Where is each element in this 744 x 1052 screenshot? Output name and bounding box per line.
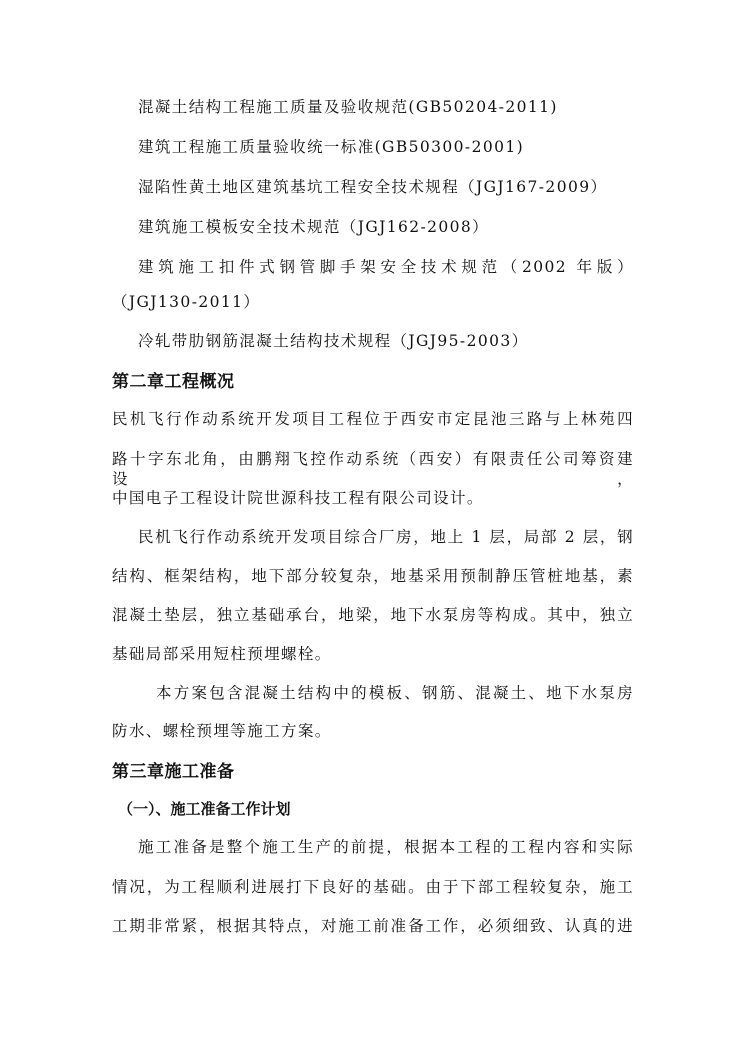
paragraph-line: 基础局部采用短柱预埋螺栓。	[112, 645, 332, 663]
paragraph-line: 本方案包含混凝土结构中的模板、钢筋、混凝土、地下水泵房	[156, 684, 634, 702]
paragraph-line: 结构、框架结构，地下部分较复杂，地基采用预制静压管桩地基，素	[112, 567, 634, 585]
paragraph-line: 施工准备是整个施工生产的前提，根据本工程的工程内容和实际	[138, 838, 634, 856]
standard-item: 建筑工程施工质量验收统一标准(GB50300-2001)	[138, 138, 525, 156]
standard-item: 建筑施工模板安全技术规范（JGJ162-2008）	[138, 218, 490, 236]
paragraph-line: 民机飞行作动系统开发项目综合厂房，地上 1 层，局部 2 层，钢	[138, 528, 634, 546]
paragraph-line: 情况，为工程顺利进展打下良好的基础。由于下部工程较复杂，施工	[112, 878, 634, 896]
standard-item: 冷轧带肋钢筋混凝土结构技术规程（JGJ95-2003）	[138, 332, 529, 350]
paragraph-line: 防水、螺栓预埋等施工方案。	[112, 722, 332, 740]
paragraph-line: 工期非常紧，根据其特点，对施工前准备工作，必须细致、认真的进	[112, 917, 634, 935]
paragraph-line: 路十字东北角，由鹏翔飞控作动系统（西安）有限责任公司筹资建设，	[112, 450, 634, 488]
paragraph-line: 中国电子工程设计院世源科技工程有限公司设计。	[112, 489, 484, 507]
paragraph-line: 民机飞行作动系统开发项目工程位于西安市定昆池三路与上林苑四	[112, 410, 634, 428]
standard-item: 混凝土结构工程施工质量及验收规范(GB50204-2011)	[138, 98, 558, 116]
standard-item: 建筑施工扣件式钢管脚手架安全技术规范（2002 年版）	[138, 258, 634, 276]
standard-item: 湿陷性黄土地区建筑基坑工程安全技术规程（JGJ167-2009）	[138, 178, 608, 196]
standard-item-continuation: （JGJ130-2011）	[112, 293, 261, 311]
section-heading: （一）、施工准备工作计划	[118, 800, 291, 818]
chapter-heading: 第二章工程概况	[112, 372, 235, 392]
chapter-heading: 第三章施工准备	[112, 762, 235, 782]
paragraph-line: 混凝土垫层，独立基础承台，地梁，地下水泵房等构成。其中，独立	[112, 606, 634, 624]
